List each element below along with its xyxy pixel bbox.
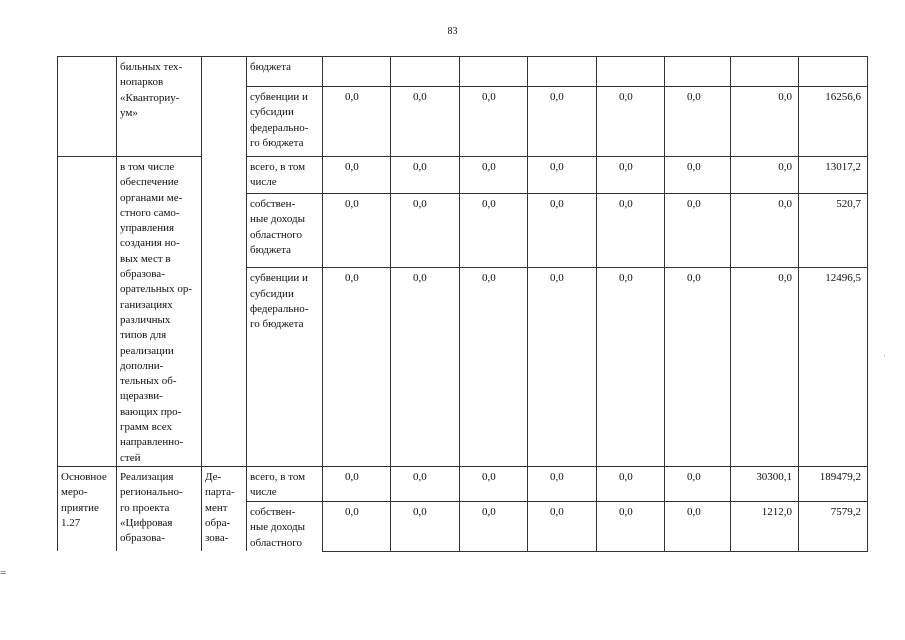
value-cell: 0,0 — [597, 501, 665, 551]
value-cell: 13017,2 — [799, 157, 868, 194]
value-cell: 0,0 — [665, 157, 731, 194]
value-cell: 0,0 — [391, 501, 460, 551]
table-row — [58, 466, 868, 501]
value-cell: 0,0 — [391, 194, 460, 268]
value-cell: 0,0 — [460, 466, 528, 501]
value-cell: 0,0 — [665, 466, 731, 501]
value-cell — [799, 57, 868, 87]
value-cell — [597, 57, 665, 87]
value-cell: 0,0 — [391, 268, 460, 467]
value-cell: 189479,2 — [799, 466, 868, 501]
value-cell: 1212,0 — [731, 501, 799, 551]
value-cell: 0,0 — [665, 87, 731, 157]
value-cell — [460, 57, 528, 87]
value-cell: 0,0 — [323, 268, 391, 467]
value-cell — [731, 57, 799, 87]
value-cell: 0,0 — [731, 268, 799, 467]
budget-table — [57, 56, 868, 552]
description-cell: Реализация регионально- го проекта «Цифровая образова- — [117, 466, 202, 551]
value-cell — [528, 57, 597, 87]
value-cell: 0,0 — [731, 87, 799, 157]
value-cell: 0,0 — [528, 157, 597, 194]
value-cell: 0,0 — [460, 501, 528, 551]
value-cell: 16256,6 — [799, 87, 868, 157]
value-cell: 30300,1 — [731, 466, 799, 501]
description-cell: в том числе обеспечение органами ме- стного само- управления создания но- вых мест в образова- орательных ор- ганизациях различных типов для реализации дополни- тельных об- щеразви- вающих про- грамм всех направленно- стей — [117, 157, 202, 467]
executor-cell — [202, 57, 247, 467]
executor-cell: Де- парта- мент обра- зова- — [202, 466, 247, 551]
value-cell: 12496,5 — [799, 268, 868, 467]
funding-source-cell: всего, в том числе — [247, 466, 323, 501]
row-label-cell — [58, 157, 117, 467]
funding-source-cell: субвенции и субсидии федерально- го бюджета — [247, 268, 323, 467]
funding-source-cell: бюджета — [247, 57, 323, 87]
value-cell: 0,0 — [528, 268, 597, 467]
table-row — [58, 57, 868, 87]
margin-dot — [884, 355, 885, 356]
page-number: 83 — [447, 26, 458, 37]
row-label-cell: Основное меро- приятие 1.27 — [58, 466, 117, 551]
value-cell: 0,0 — [323, 87, 391, 157]
value-cell: 7579,2 — [799, 501, 868, 551]
value-cell: 0,0 — [665, 194, 731, 268]
value-cell: 0,0 — [665, 501, 731, 551]
value-cell — [391, 57, 460, 87]
value-cell: 0,0 — [597, 87, 665, 157]
funding-source-cell: собствен- ные доходы областного — [247, 501, 323, 551]
margin-mark: = — [0, 567, 7, 579]
value-cell: 0,0 — [391, 466, 460, 501]
value-cell: 0,0 — [665, 268, 731, 467]
value-cell: 0,0 — [323, 157, 391, 194]
value-cell: 0,0 — [731, 157, 799, 194]
value-cell: 0,0 — [597, 194, 665, 268]
value-cell: 0,0 — [528, 466, 597, 501]
value-cell: 0,0 — [528, 87, 597, 157]
value-cell: 0,0 — [323, 194, 391, 268]
value-cell: 0,0 — [460, 87, 528, 157]
funding-source-cell: всего, в том числе — [247, 157, 323, 194]
value-cell: 0,0 — [323, 501, 391, 551]
value-cell: 0,0 — [460, 268, 528, 467]
row-label-cell — [58, 57, 117, 157]
value-cell: 0,0 — [528, 194, 597, 268]
funding-source-cell: субвенции и субсидии федерально- го бюджета — [247, 87, 323, 157]
funding-source-cell: собствен- ные доходы областного бюджета — [247, 194, 323, 268]
value-cell: 0,0 — [391, 157, 460, 194]
value-cell: 0,0 — [528, 501, 597, 551]
value-cell: 0,0 — [597, 157, 665, 194]
value-cell — [665, 57, 731, 87]
value-cell: 0,0 — [597, 268, 665, 467]
value-cell — [323, 57, 391, 87]
value-cell: 0,0 — [597, 466, 665, 501]
value-cell: 0,0 — [391, 87, 460, 157]
table-row — [58, 157, 868, 194]
description-cell: бильных тех- нопарков «Кванториу- ум» — [117, 57, 202, 157]
value-cell: 520,7 — [799, 194, 868, 268]
value-cell: 0,0 — [460, 194, 528, 268]
value-cell: 0,0 — [323, 466, 391, 501]
value-cell: 0,0 — [460, 157, 528, 194]
value-cell: 0,0 — [731, 194, 799, 268]
